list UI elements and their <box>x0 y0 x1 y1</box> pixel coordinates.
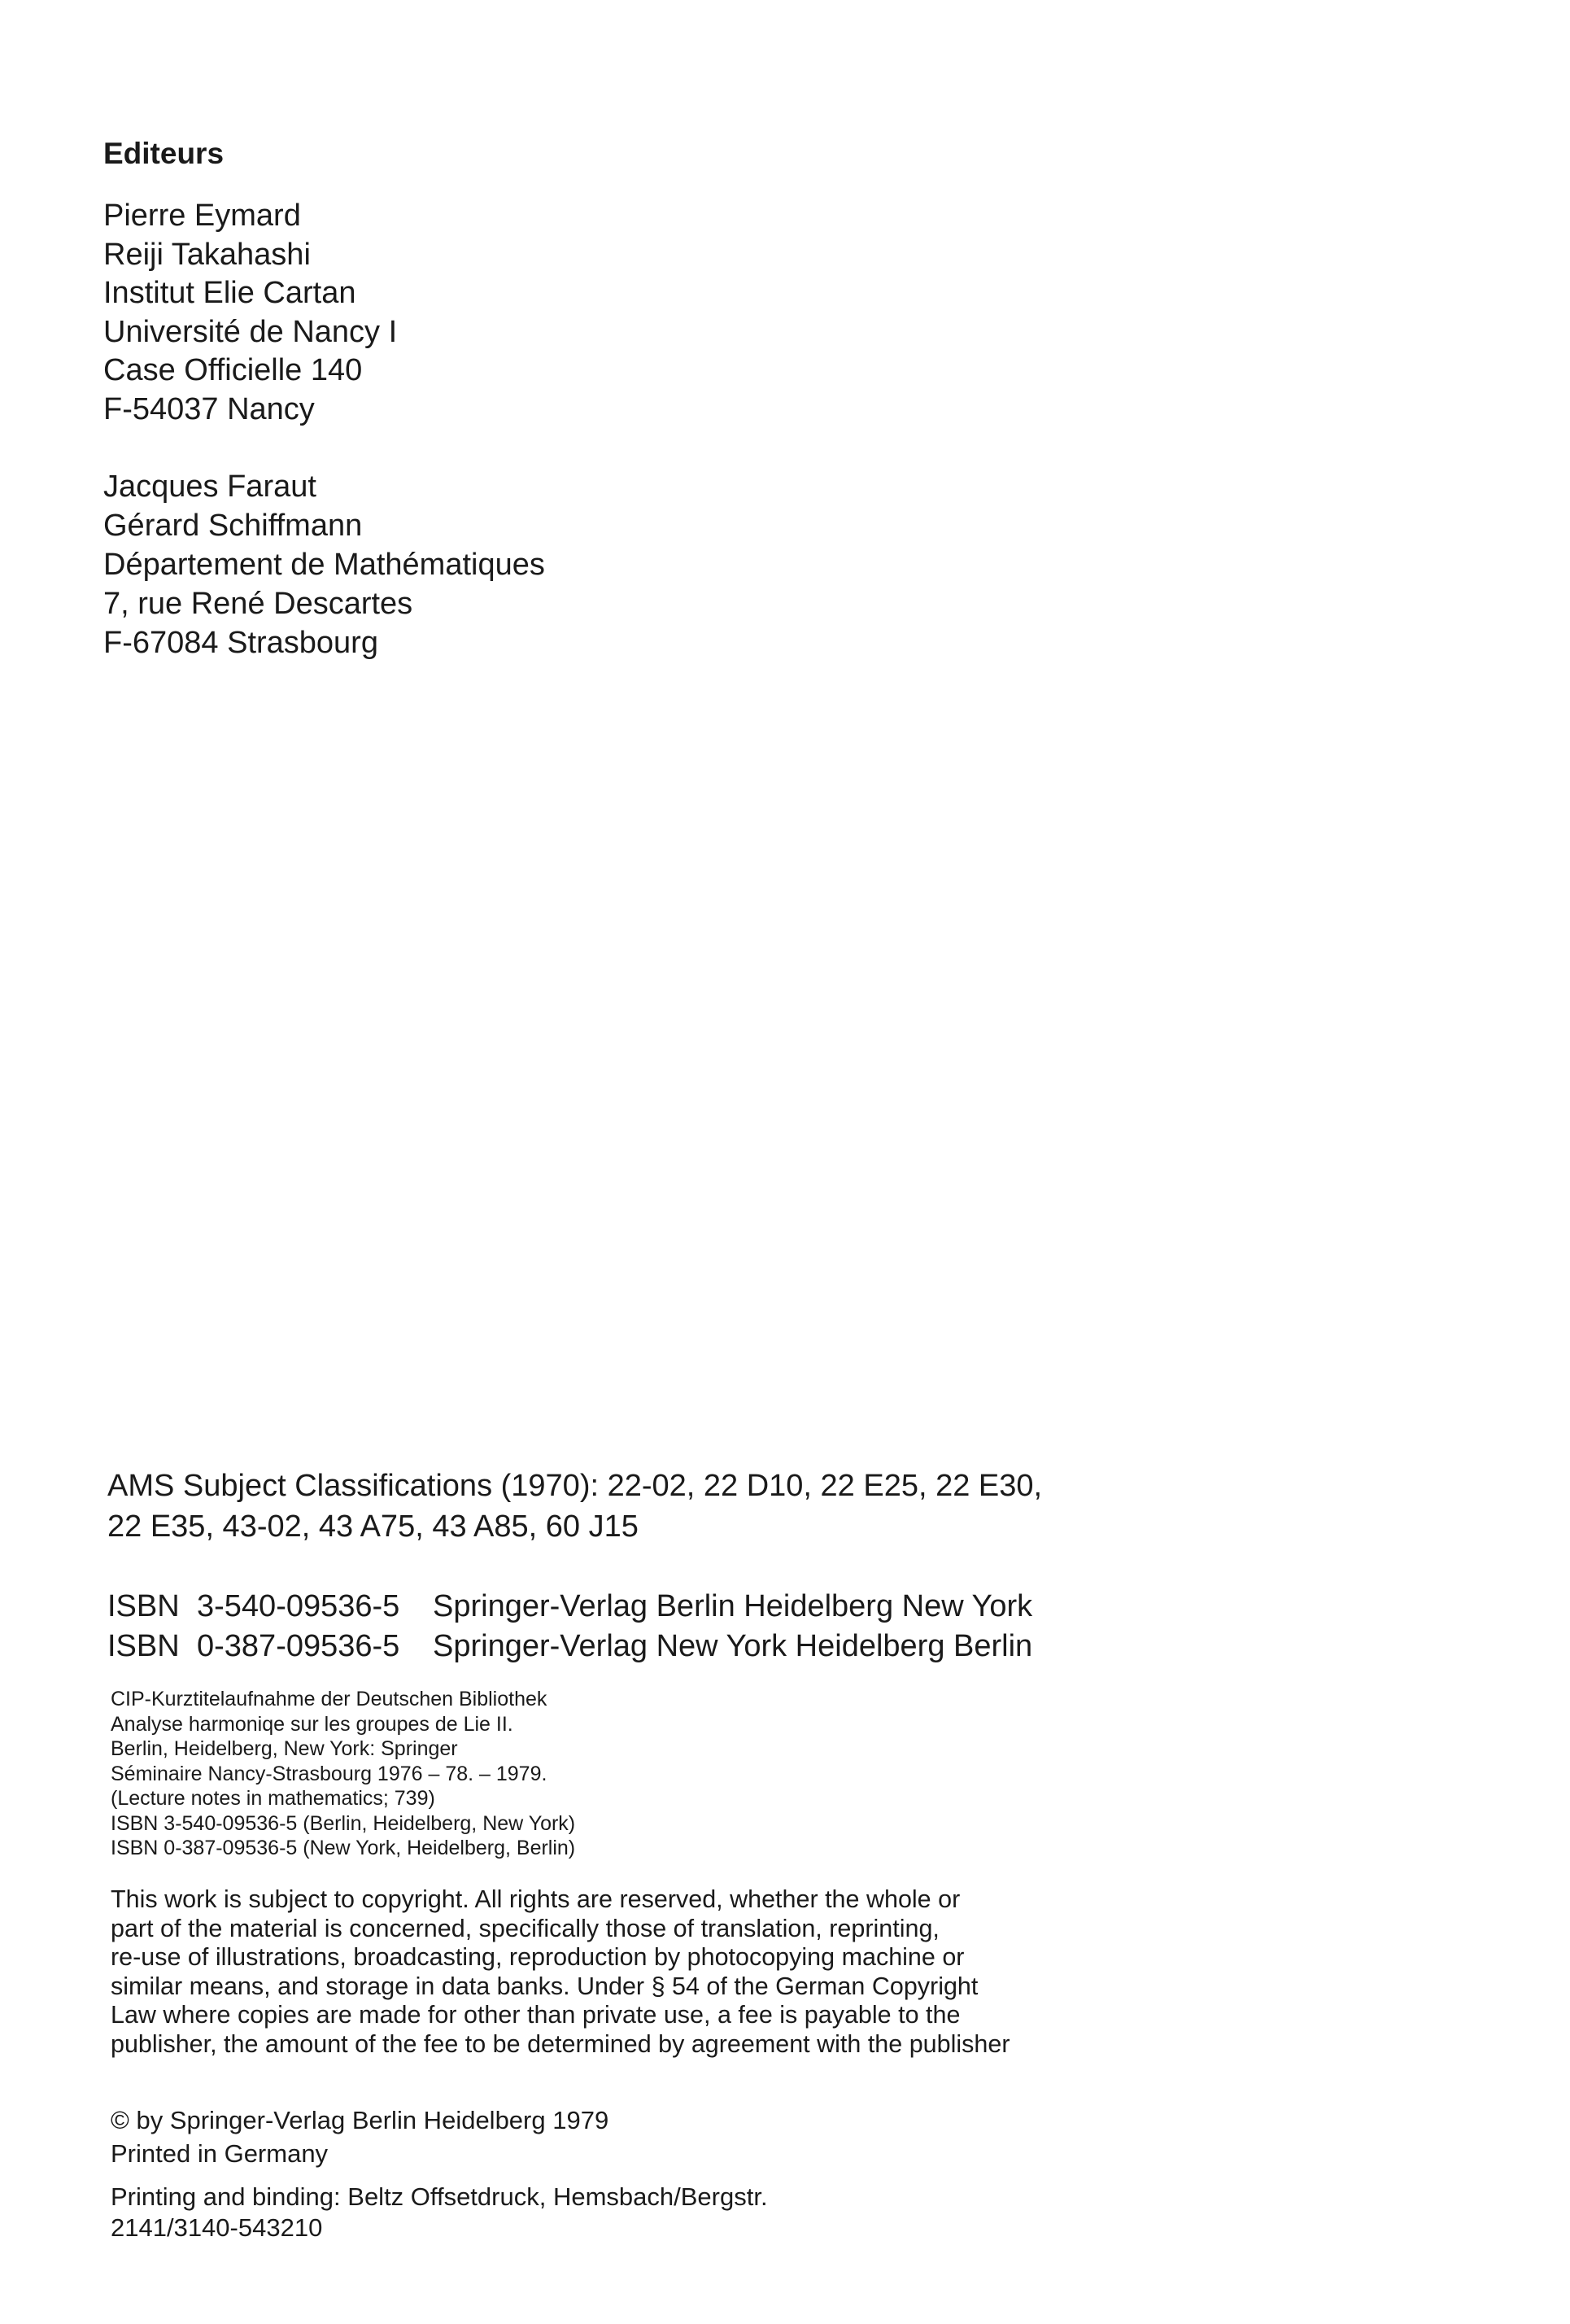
editor-line: F-67084 Strasbourg <box>103 626 378 660</box>
editor-line: Case Officielle 140 <box>103 353 363 387</box>
cip-line: Analyse harmoniqe sur les groupes de Lie II. <box>111 1712 513 1736</box>
copyright-statement <box>111 2103 608 2170</box>
isbn-block <box>107 1587 1032 1667</box>
editor-line: Département de Mathématiques <box>103 548 545 582</box>
editor-line: Institut Elie Cartan <box>103 276 356 310</box>
isbn-number: 0-387-09536-5 <box>197 1629 400 1663</box>
printer-info <box>111 2182 768 2243</box>
notice-line: This work is subject to copyright. All rights are reserved, whether the whole or <box>111 1885 961 1913</box>
editor-line: Gérard Schiffmann <box>103 509 363 543</box>
cip-line: ISBN 0-387-09536-5 (New York, Heidelberg, Berlin) <box>111 1837 576 1859</box>
ams-line: 22 E35, 43-02, 43 A75, 43 A85, 60 J15 <box>107 1509 639 1544</box>
notice-line: similar means, and storage in data banks. Under § 54 of the German Copyright <box>111 1972 979 2000</box>
cip-line: Berlin, Heidelberg, New York: Springer <box>111 1737 458 1760</box>
notice-line: re-use of illustrations, broadcasting, reproduction by photocopying machine or <box>111 1943 965 1971</box>
editor-line: Jacques Faraut <box>103 470 316 504</box>
editors-heading: Editeurs <box>103 137 225 170</box>
isbn-label: ISBN <box>107 1629 180 1663</box>
printed-in-line: Printed in Germany <box>111 2139 329 2168</box>
notice-line: Law where copies are made for other than private use, a fee is payable to the <box>111 2001 961 2029</box>
cip-line: ISBN 3-540-09536-5 (Berlin, Heidelberg, New York) <box>111 1811 576 1835</box>
cip-line: CIP-Kurztitelaufnahme der Deutschen Bibliothek <box>111 1688 547 1710</box>
copyright-notice <box>111 1885 1010 2059</box>
isbn-publisher: Springer-Verlag New York Heidelberg Berlin <box>433 1629 1033 1663</box>
editor-address-nancy <box>103 197 397 429</box>
cip-line: Séminaire Nancy-Strasbourg 1976 – 78. – 1979. <box>111 1762 547 1785</box>
printer-line: Printing and binding: Beltz Offsetdruck, Hemsbach/Bergstr. <box>111 2182 768 2211</box>
editor-line: Université de Nancy I <box>103 314 398 349</box>
notice-line: publisher, the amount of the fee to be determined by agreement with the publisher <box>111 2029 1010 2058</box>
isbn-line <box>107 1587 1032 1627</box>
ams-subject-classifications <box>107 1466 1042 1547</box>
isbn-number: 3-540-09536-5 <box>197 1589 400 1623</box>
notice-line: part of the material is concerned, specifically those of translation, reprinting, <box>111 1914 940 1942</box>
isbn-line <box>107 1627 1032 1667</box>
editor-line: 7, rue René Descartes <box>103 587 413 621</box>
copyright-line: © by Springer-Verlag Berlin Heidelberg 1979 <box>111 2106 609 2134</box>
editor-address-strasbourg <box>103 467 545 662</box>
cip-line: (Lecture notes in mathematics; 739) <box>111 1787 435 1810</box>
print-code-line: 2141/3140-543210 <box>111 2213 323 2242</box>
editor-line: Pierre Eymard <box>103 199 301 233</box>
editor-line: Reiji Takahashi <box>103 237 311 272</box>
editor-line: F-54037 Nancy <box>103 391 315 426</box>
cip-record <box>111 1687 575 1861</box>
isbn-publisher: Springer-Verlag Berlin Heidelberg New York <box>433 1589 1033 1623</box>
ams-line: AMS Subject Classifications (1970): 22-02, 22 D10, 22 E25, 22 E30, <box>107 1469 1043 1503</box>
isbn-label: ISBN <box>107 1589 180 1623</box>
